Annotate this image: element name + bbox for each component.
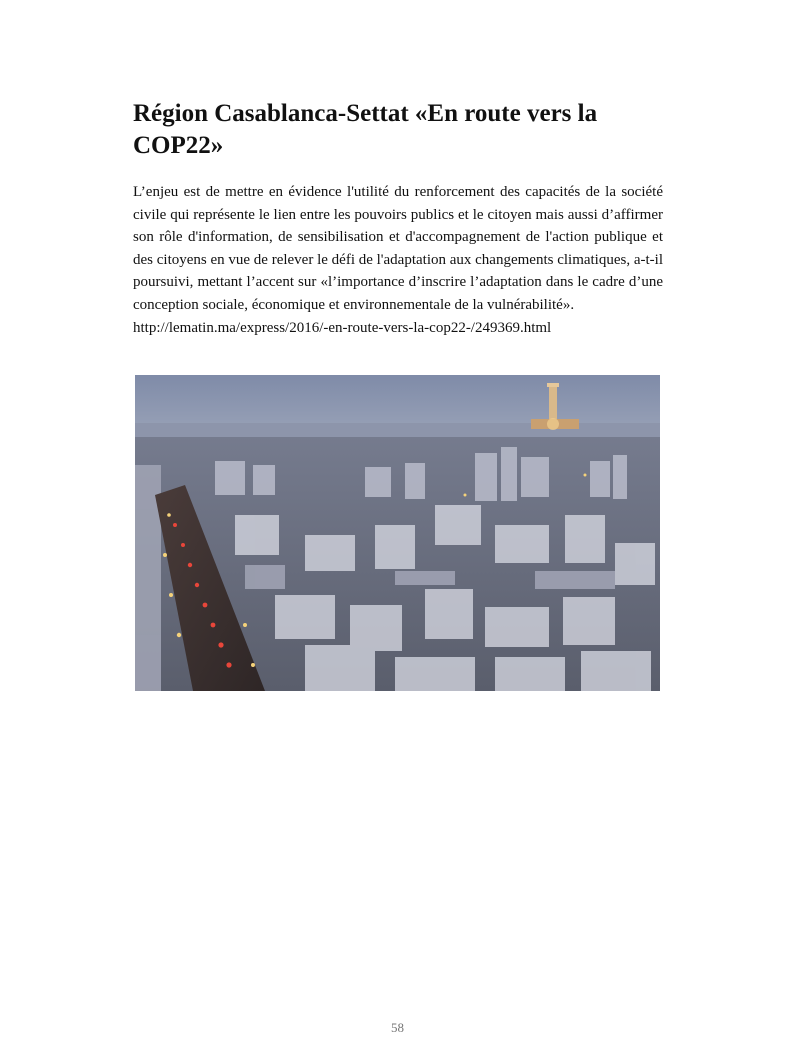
page-title [133,98,653,162]
title-line-2: COP22» [133,132,224,159]
page-number: 58 [391,1020,404,1035]
source-link[interactable]: http://lematin.ma/express/2016/-en-route-vers-la-cop22-/249369.html [133,319,552,336]
city-photo-illustration [135,375,660,691]
city-photo [135,375,660,691]
paragraph-text: L’enjeu est de mettre en évidence l'utilité du renforcement des capacités de la société civile qui représente le lien entre les pouvoirs publics et le citoyen mais aussi d’affirmer son rôle d'information, de sensibilisation et d'accompagnement de l'action publique et des citoyens en vue de relever le défi de l'adaptation aux changements climatiques, a-t-il poursuivi, mettant l’accent sur «l’importance d’inscrire l’adaptation dans le cadre d’une conception sociale, économique et environnementale de la vulnérabilité». [133,184,663,313]
title-line-1: Région Casablanca-Settat «En route vers la [133,100,598,127]
body-paragraph [133,181,663,339]
